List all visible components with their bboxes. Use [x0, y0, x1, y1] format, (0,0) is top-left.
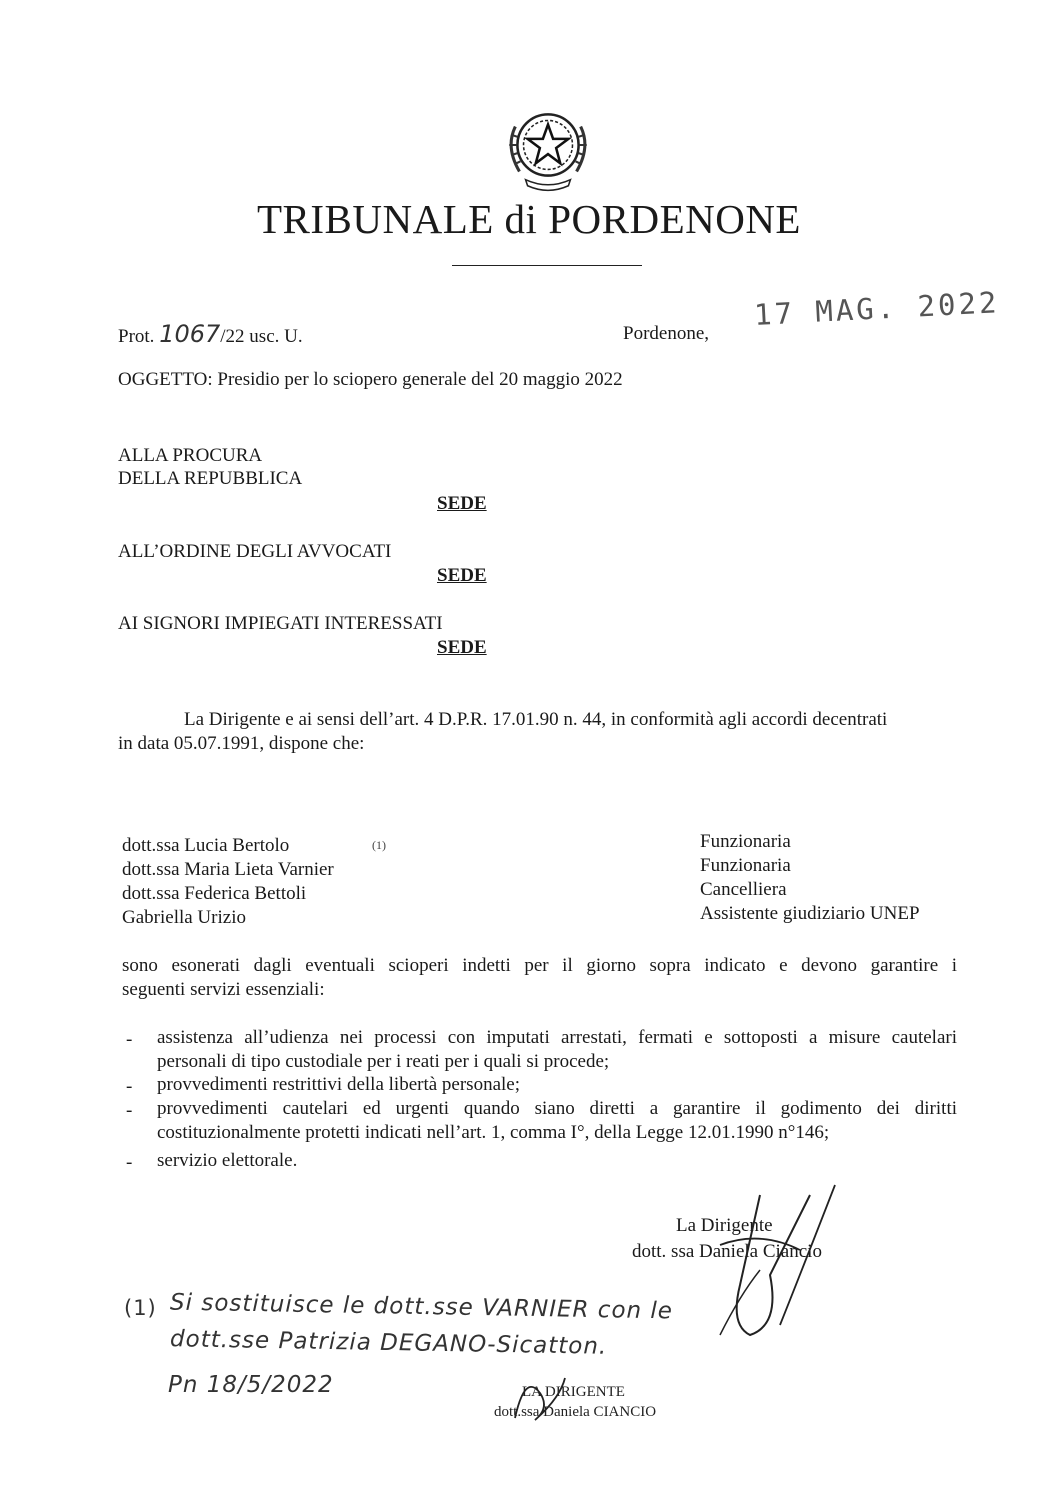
staff-name-2: dott.ssa Maria Lieta Varnier [122, 859, 334, 880]
date-stamp: 17 MAG. 2022 [753, 285, 1001, 332]
service-2-line-1: provvedimenti restrittivi della libertà personale; [157, 1074, 520, 1095]
service-4-line-1: servizio elettorale. [157, 1150, 298, 1171]
protocol-handwritten-number: 1067 [159, 320, 221, 348]
staff-name-1: dott.ssa Lucia Bertolo [122, 835, 290, 856]
service-dash-1: - [126, 1029, 133, 1050]
stamp-signature-name: dott.ssa Daniela CIANCIO [494, 1404, 657, 1420]
body-line-2: seguenti servizi essenziali: [122, 979, 325, 1000]
recipient-avvocati-sede: SEDE [437, 565, 487, 586]
service-1-line-1: assistenza all’udienza nei processi con imputati arrestati, fermati e sottoposti a misure cautelari [157, 1027, 957, 1048]
stamp-signature-title: LA DIRIGENTE [522, 1384, 625, 1400]
note-marker: (1) [124, 1296, 157, 1320]
service-dash-3: - [126, 1100, 133, 1121]
court-name: TRIBUNALE di PORDENONE [257, 196, 801, 242]
handwritten-signature-icon [700, 1175, 850, 1345]
recipient-impiegati-line-1: AI SIGNORI IMPIEGATI INTERESSATI [118, 613, 443, 634]
service-3-line-2: costituzionalmente protetti indicati nell’art. 1, comma I°, della Legge 12.01.1990 n°146; [157, 1122, 830, 1143]
note-line-2: dott.sse Patrizia DEGANO-Sicatton. [169, 1326, 608, 1360]
place-label: Pordenone, [623, 323, 710, 344]
title-divider [452, 265, 642, 266]
staff-role-1: Funzionaria [700, 831, 791, 852]
staff-name-3: dott.ssa Federica Bettoli [122, 883, 307, 904]
staff-role-2: Funzionaria [700, 855, 791, 876]
recipient-impiegati-sede: SEDE [437, 637, 487, 658]
staff-name-4: Gabriella Urizio [122, 907, 246, 928]
staff-role-3: Cancelliera [700, 879, 787, 900]
intro-line-1: La Dirigente e ai sensi dell’art. 4 D.P.R. 17.01.90 n. 44, in conformità agli accordi decentrati [184, 709, 888, 730]
staff-annotation-marker: (1) [372, 838, 386, 852]
service-dash-2: - [126, 1076, 133, 1097]
service-3-line-1: provvedimenti cautelari ed urgenti quando siano diretti a garantire il godimento dei diritti [157, 1098, 957, 1119]
service-dash-4: - [126, 1152, 133, 1173]
protocol-suffix: /22 usc. U. [220, 326, 303, 347]
recipient-avvocati-line-1: ALL’ORDINE DEGLI AVVOCATI [118, 541, 392, 562]
recipient-procura-line-2: DELLA REPUBBLICA [118, 468, 303, 489]
protocol-line [118, 322, 303, 349]
subject-line: OGGETTO: Presidio per lo sciopero generale del 20 maggio 2022 [118, 369, 623, 390]
protocol-prefix: Prot. [118, 326, 155, 347]
staff-role-4: Assistente giudiziario UNEP [700, 903, 920, 924]
service-1-line-2: personali di tipo custodiale per i reati per i quali si procede; [157, 1051, 610, 1072]
body-line-1: sono esonerati dagli eventuali scioperi indetti per il giorno sopra indicato e devono garantire i [122, 955, 957, 976]
signature-name: dott. ssa Daniela Ciancio [632, 1241, 822, 1262]
recipient-procura-line-1: ALLA PROCURA [118, 445, 263, 466]
recipient-procura-sede: SEDE [437, 493, 487, 514]
signature-title: La Dirigente [676, 1215, 773, 1236]
intro-line-2: in data 05.07.1991, dispone che: [118, 733, 365, 754]
note-date: Pn 18/5/2022 [168, 1372, 334, 1398]
initials-signature-icon [505, 1368, 575, 1428]
repubblica-italiana-emblem-icon [497, 96, 599, 198]
note-line-1: Si sostituisce le dott.sse VARNIER con le [169, 1289, 674, 1325]
